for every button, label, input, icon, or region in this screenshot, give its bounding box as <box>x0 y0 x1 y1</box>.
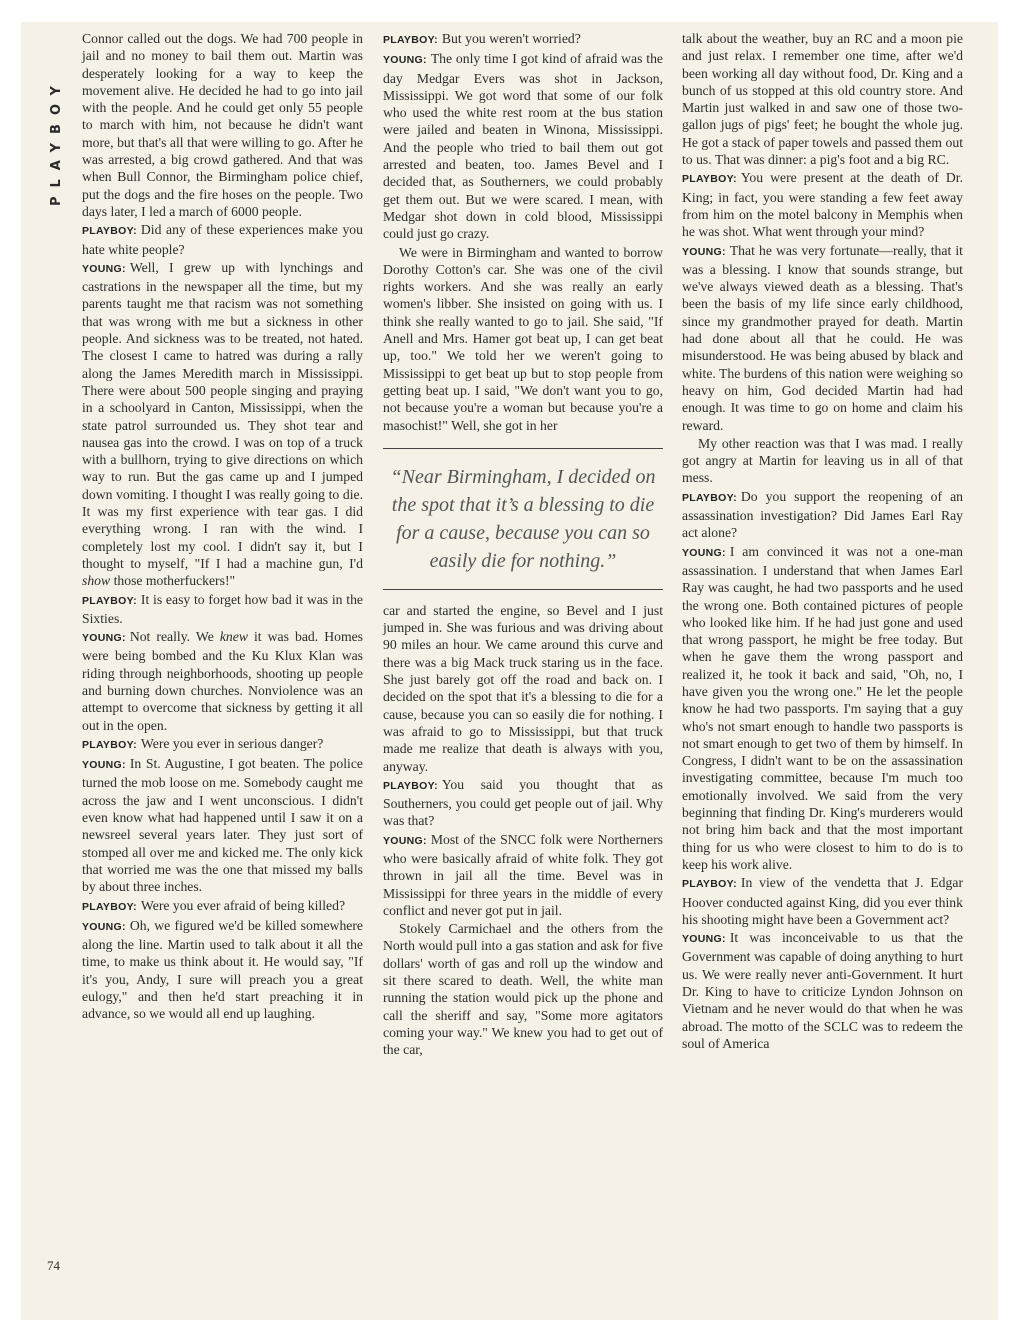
answer: YOUNG: Most of the SNCC folk were Northerners who were basically afraid of white folk. They got thrown in jail all the time. Bevel was in Mississippi for three years in the middle of every conflict and never got put in jail. <box>383 831 663 918</box>
speaker-label: YOUNG: <box>682 546 726 559</box>
pull-quote-text: “Near Birmingham, I decided on the spot that it’s a blessing to die for a cause, because you can so easily die for nothing.” <box>390 465 656 572</box>
answer: YOUNG: Not really. We knew it was bad. Homes were being bombed and the Ku Klux Klan was riding through neighborhoods, shooting up people and burning down churches. Nonviolence was an attempt to overcome that sickness by getting it all out in the open. <box>82 629 363 733</box>
question: PLAYBOY: You were present at the death of Dr. King; in fact, you were standing a few feet away from him on the motel balcony in Memphis when he was shot. What went through your mind? <box>682 170 963 240</box>
question: PLAYBOY: It is easy to forget how bad it was in the Sixties. <box>82 591 363 626</box>
question: PLAYBOY: Were you ever afraid of being killed? <box>82 897 346 913</box>
speaker-label: PLAYBOY: <box>82 900 137 913</box>
pull-quote <box>383 448 663 590</box>
speaker-label: YOUNG: <box>383 834 427 847</box>
speaker-label: YOUNG: <box>82 759 126 772</box>
page-number: 74 <box>47 1258 60 1273</box>
answer: YOUNG: Oh, we figured we'd be killed somewhere along the line. Martin used to talk about it all the time, to make us think about it. He would say, "If it's you, Andy, I sure will preach you a great eulogy," and then he'd start preaching it in advance, so we would all end up laughing. <box>82 917 363 1022</box>
paragraph: We were in Birmingham and wanted to borrow Dorothy Cotton's car. She was one of the civil rights workers. And she was really an early women's libber. She insisted on going with us. I think she really wanted to go to jail. She said, "If Anell and Mrs. Hamer got beat up, I can get beat up, too." We told her we weren't going to Mississippi to get beat up but to stop people from getting beat up. I said, "We don't want you to go, not because you're a woman but because you're a masochist!" Well, she got in her <box>383 244 663 433</box>
speaker-label: YOUNG: <box>682 933 726 946</box>
running-head-text: PLAYBOY <box>49 77 64 206</box>
paragraph: Stokely Carmichael and the others from the North would pull into a gas station and ask for five dollars' worth of gas and roll up the window and sit there scared to death. Well, the white man running the station would pick up the phone and call the sheriff and say, "Some more agitators coming your way." We knew you had to get out of the car, <box>383 921 663 1058</box>
speaker-label: PLAYBOY: <box>682 173 737 186</box>
speaker-label: PLAYBOY: <box>82 594 137 607</box>
speaker-label: PLAYBOY: <box>383 34 438 46</box>
speaker-label: PLAYBOY: <box>82 225 137 238</box>
question: PLAYBOY: In view of the vendetta that J. Edgar Hoover conducted against King, did you ever think his shooting might have been a Government act? <box>682 875 963 927</box>
column-3 <box>682 30 963 1053</box>
question: PLAYBOY: Did any of these experiences make you hate white people? <box>82 222 363 257</box>
speaker-label: PLAYBOY: <box>682 491 737 504</box>
paragraph: Connor called out the dogs. We had 700 people in jail and no money to bail them out. Martin was desperately looking for a way to keep the movement alive. He decided he had to go into jail with the people. And he could get only 55 people to march with him, not because he didn't want more, but that's all that were willing to go. After he was arrested, a big crowd gathered. And that was when Bull Connor, the Birmingham police chief, put the dogs and the fire hoses on the people. Two days later, I led a march of 6000 people. <box>82 31 363 219</box>
running-head <box>49 36 71 216</box>
question: PLAYBOY: You said you thought that as Southerners, you could get people out of jail. Why was that? <box>383 776 663 829</box>
speaker-label: PLAYBOY: <box>682 878 737 891</box>
speaker-label: YOUNG: <box>82 632 126 645</box>
answer: YOUNG: It was inconceivable to us that the Government was capable of doing anything to hurt us. We were really never anti-Government. It hurt Dr. King to have to criticize Lyndon Johnson on Vietnam and he never would do that when he was abroad. The motto of the SCLC was to redeem the soul of America <box>682 930 963 1051</box>
paragraph: My other reaction was that I was mad. I really got angry at Martin for leaving us in all of that mess. <box>682 435 963 486</box>
column-2 <box>383 30 663 1060</box>
answer: YOUNG: The only time I got kind of afraid was the day Medgar Evers was shot in Jackson, Mississippi. We got word that some of our folk who used the white rest room at the bus station were jailed and beaten in Winona, Mississippi. And the people who tried to bail them out got arrested and beaten, too. James Bevel and I decided that, as Southerners, we could probably get them out. But we were scared. I mean, with Medgar shot down in cold blood, Mississippi could just go crazy. <box>383 51 663 242</box>
column-1 <box>82 30 363 1024</box>
question: PLAYBOY: Were you ever in serious danger? <box>82 735 324 751</box>
speaker-label: PLAYBOY: <box>383 779 438 792</box>
paragraph: car and started the engine, so Bevel and I just jumped in. She was furious and was driving about 90 miles an hour. We came around this curve and there was a big Mack truck staring us in the face. She just barely got off the road and back on. I decided on the spot that it's a blessing to die for a cause, because you can so easily die for nothing. I was afraid to go to Mississippi, but that truck made me realize that death is always with you, anyway. <box>383 602 663 774</box>
answer: YOUNG: That he was very fortunate—really, that it was a blessing. I know that sounds strange, but we've always viewed death as a blessing. That's been the basis of my life since early childhood, since my grandmother prayed for death. Martin had done about all that he could. He was misunderstood. He was being abused by black and white. The burdens of this nation were weighing so heavy on him, God decided Martin had had enough. It was time to go on home and claim his reward. <box>682 242 963 433</box>
question: PLAYBOY: Do you support the reopening of an assassination investigation? Did James Earl Ray act alone? <box>682 488 963 541</box>
speaker-label: YOUNG: <box>383 54 427 67</box>
answer: YOUNG: Well, I grew up with lynchings and castrations in the newspaper all the time, but my parents taught me that racism was not something that was wrong with me but a sickness in other people. And sickness was to be treated, not hated. The closest I came to hatred was during a rally along the James Meredith march in Mississippi. There were about 500 people singing and praying in a schoolyard in Canton, Mississippi, when the state patrol surrounded us. They shot tear and nausea gas into the crowd. I was on top of a truck with a bullhorn, trying to give directions on which way to run. But the gas came up and I jumped down vomiting. I thought I was really going to die. It was my first experience with tear gas. I did everything wrong. I ran with the wind. I completely lost my cool. I didn't say it, but I thought to myself, "If I had a machine gun, I'd show those motherfuckers!" <box>82 259 363 589</box>
answer: YOUNG: In St. Augustine, I got beaten. The police turned the mob loose on me. Somebody caught me across the jaw and I went unconscious. I didn't even know what had happened until I saw it on a newsreel several years later. They just sort of stomped all over me and kicked me. The only kick that worried me was the one that missed my balls by about three inches. <box>82 756 363 895</box>
paragraph: talk about the weather, buy an RC and a moon pie and just relax. I remember one time, after we'd been working all day without food, Dr. King and a bunch of us stopped at this old country store. And Martin just walked in and saw one of those two-gallon jugs of pigs' feet; he bought the whole jug. He got a stack of paper towels and passed them out to us. That was dinner: a pig's foot and a big RC. <box>682 31 963 168</box>
magazine-page <box>21 22 998 1320</box>
question: PLAYBOY: But you weren't worried? <box>383 31 581 46</box>
speaker-label: YOUNG: <box>682 245 726 258</box>
answer: YOUNG: I am convinced it was not a one-man assassination. I understand that when James Earl Ray was caught, he had two passports and he used the wrong one. Both contained pictures of people who looked like him. If he had just gone and used that wrong passport, he might be free today. But when he gave them the wrong passport and realized it, he took it back and said, "Oh, no, I have given you the wrong one." He let the people know he had two passports. I'm saying that a guy who's not smart enough to handle two passports is not smart enough to get two of them by himself. In Congress, I didn't want to be on the assassination investigating committee, because I'm much too emotionally involved. We said from the very beginning that finding Dr. King's murderers would not bring him back and that the most important thing for us who were closest to him to do is to keep his work alive. <box>682 543 963 872</box>
speaker-label: YOUNG: <box>82 262 126 275</box>
speaker-label: PLAYBOY: <box>82 738 137 751</box>
speaker-label: YOUNG: <box>82 920 126 933</box>
